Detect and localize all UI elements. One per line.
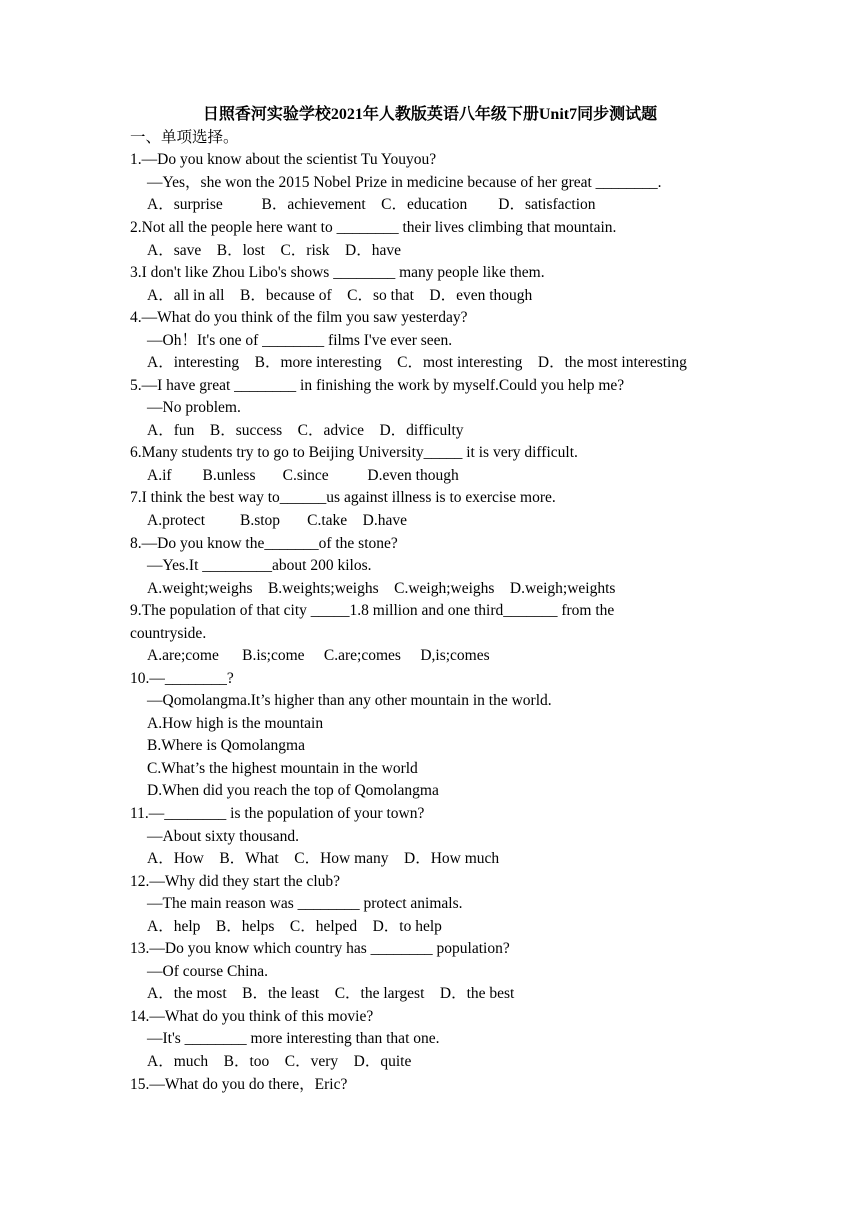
options-line: A．fun B．success C．advice D．difficulty: [147, 422, 464, 439]
question-line: 13.—Do you know which country has ________ population?: [130, 940, 510, 957]
options-line: A.weight;weighs B.weights;weighs C.weigh;weighs D.weigh;weights: [147, 580, 616, 597]
options-line: A.protect B.stop C.take D.have: [147, 512, 408, 529]
question-line: 6.Many students try to go to Beijing University_____ it is very difficult.: [130, 444, 578, 461]
question-line: 7.I think the best way to______us against illness is to exercise more.: [130, 489, 556, 506]
option-d-line: D.When did you reach the top of Qomolangma: [147, 782, 439, 799]
options-line: A．much B．too C．very D．quite: [147, 1053, 412, 1070]
dialogue-line: —The main reason was ________ protect animals.: [147, 895, 463, 912]
question-line: 15.—What do you do there，Eric?: [130, 1076, 348, 1093]
question-line: 12.—Why did they start the club?: [130, 873, 341, 890]
dialogue-line: —No problem.: [147, 399, 241, 416]
question-line: 14.—What do you think of this movie?: [130, 1008, 374, 1025]
question-line: 9.The population of that city _____1.8 million and one third_______ from the: [130, 602, 615, 619]
question-line: 4.—What do you think of the film you saw yesterday?: [130, 309, 468, 326]
option-c-line: C.What’s the highest mountain in the world: [147, 760, 418, 777]
options-line: A.are;come B.is;come C.are;comes D,is;comes: [147, 647, 490, 664]
question-line: 1.—Do you know about the scientist Tu Youyou?: [130, 151, 437, 168]
question-line: 11.—________ is the population of your town?: [130, 805, 425, 822]
options-line: A．interesting B．more interesting C．most interesting D．the most interesting: [147, 354, 687, 371]
question-line: 5.—I have great ________ in finishing the work by myself.Could you help me?: [130, 377, 625, 394]
dialogue-line: —Yes.It _________about 200 kilos.: [147, 557, 372, 574]
question-line: 3.I don't like Zhou Libo's shows ________ many people like them.: [130, 264, 545, 281]
question-line: 8.—Do you know the_______of the stone?: [130, 535, 398, 552]
document-title: 日照香河实验学校2021年人教版英语八年级下册Unit7同步测试题: [202, 106, 658, 123]
dialogue-line: —Qomolangma.It’s higher than any other mountain in the world.: [147, 692, 552, 709]
options-line: A．all in all B．because of C．so that D．even though: [147, 287, 533, 304]
options-line: A．the most B．the least C．the largest D．the best: [147, 985, 515, 1002]
dialogue-line: —It's ________ more interesting than that one.: [147, 1030, 440, 1047]
options-line: A．help B．helps C．helped D．to help: [147, 918, 442, 935]
dialogue-line: —About sixty thousand.: [147, 828, 299, 845]
option-a-line: A.How high is the mountain: [147, 715, 324, 732]
options-line: A．How B．What C．How many D．How much: [147, 850, 500, 867]
dialogue-line: —Yes，she won the 2015 Nobel Prize in medicine because of her great ________.: [147, 174, 662, 191]
options-line: A．surprise B．achievement C．education D．satisfaction: [147, 196, 596, 213]
dialogue-line: —Oh！It's one of ________ films I've ever seen.: [147, 332, 453, 349]
question-line: 2.Not all the people here want to ________ their lives climbing that mountain.: [130, 219, 617, 236]
options-line: A．save B．lost C．risk D．have: [147, 242, 402, 259]
question-line-continued: countryside.: [130, 625, 207, 642]
dialogue-line: —Of course China.: [147, 963, 268, 980]
section-heading: 一、单项选择。: [130, 129, 239, 146]
question-line: 10.—________?: [130, 670, 234, 687]
option-b-line: B.Where is Qomolangma: [147, 737, 305, 754]
options-line: A.if B.unless C.since D.even though: [147, 467, 459, 484]
